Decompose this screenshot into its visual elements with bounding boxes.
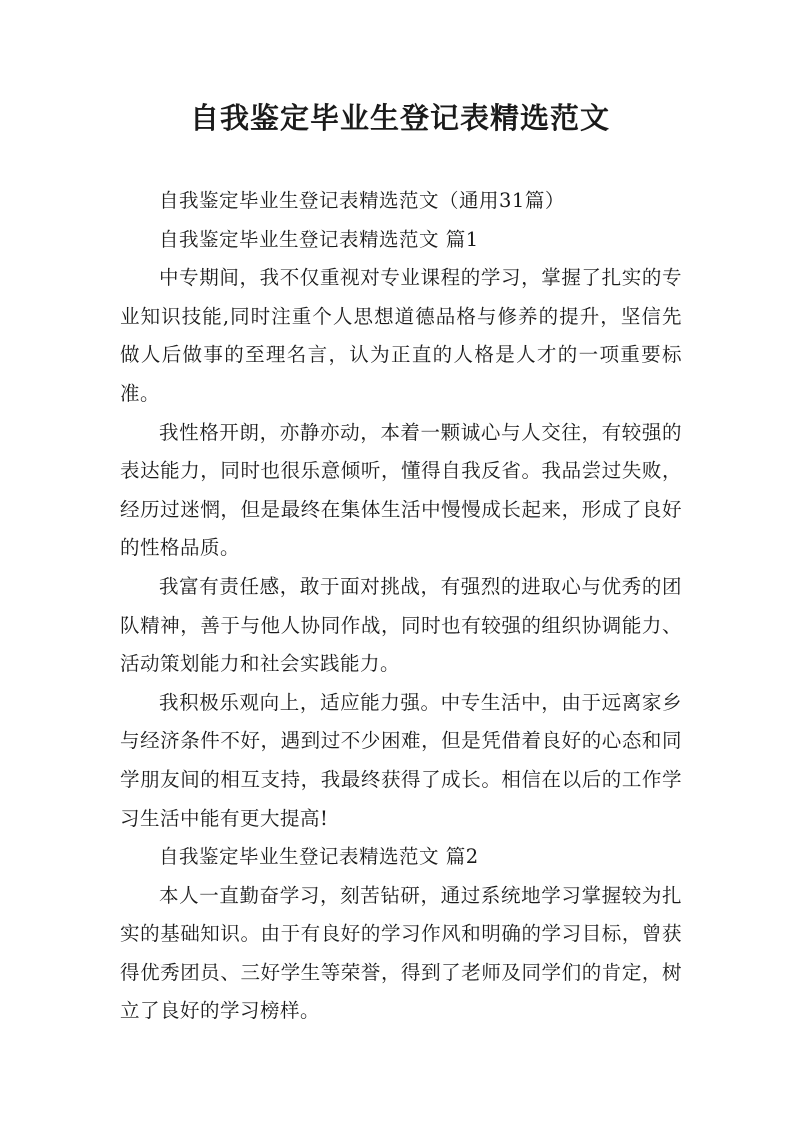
body-paragraph: 本人一直勤奋学习，刻苦钻研，通过系统地学习掌握较为扎实的基础知识。由于有良好的学习作风和明确的学习目标，曾获得优秀团员、三好学生等荣誉，得到了老师及同学们的肯定，树立了良好的学习榜样。 [120,883,682,1023]
section-heading-1: 自我鉴定毕业生登记表精选范文 篇1 [159,227,479,251]
document-title: 自我鉴定毕业生登记表精选范文 [189,101,610,135]
body-paragraph: 我性格开朗，亦静亦动，本着一颗诚心与人交往，有较强的表达能力，同时也很乐意倾听，懂得自我反省。我品尝过失败，经历过迷惘，但是最终在集体生活中慢慢成长起来，形成了良好的性格品质。 [120,420,682,560]
document-body [120,182,682,1031]
subtitle-paragraph: 自我鉴定毕业生登记表精选范文（通用31篇） [159,189,565,212]
section-heading-2: 自我鉴定毕业生登记表精选范文 篇2 [159,845,479,869]
body-paragraph: 中专期间，我不仅重视对专业课程的学习，掌握了扎实的专业知识技能,同时注重个人思想道德品格与修养的提升，坚信先做人后做事的至理名言，认为正直的人格是人才的一项重要标准。 [120,266,682,405]
body-paragraph: 我富有责任感，敢于面对挑战，有强烈的进取心与优秀的团队精神，善于与他人协同作战，同时也有较强的组织协调能力、活动策划能力和社会实践能力。 [120,574,682,676]
body-paragraph: 我积极乐观向上，适应能力强。中专生活中，由于远离家乡与经济条件不好，遇到过不少困难，但是凭借着良好的心态和同学朋友间的相互支持，我最终获得了成长。相信在以后的工作学习生活中能有更大提高! [120,690,682,830]
